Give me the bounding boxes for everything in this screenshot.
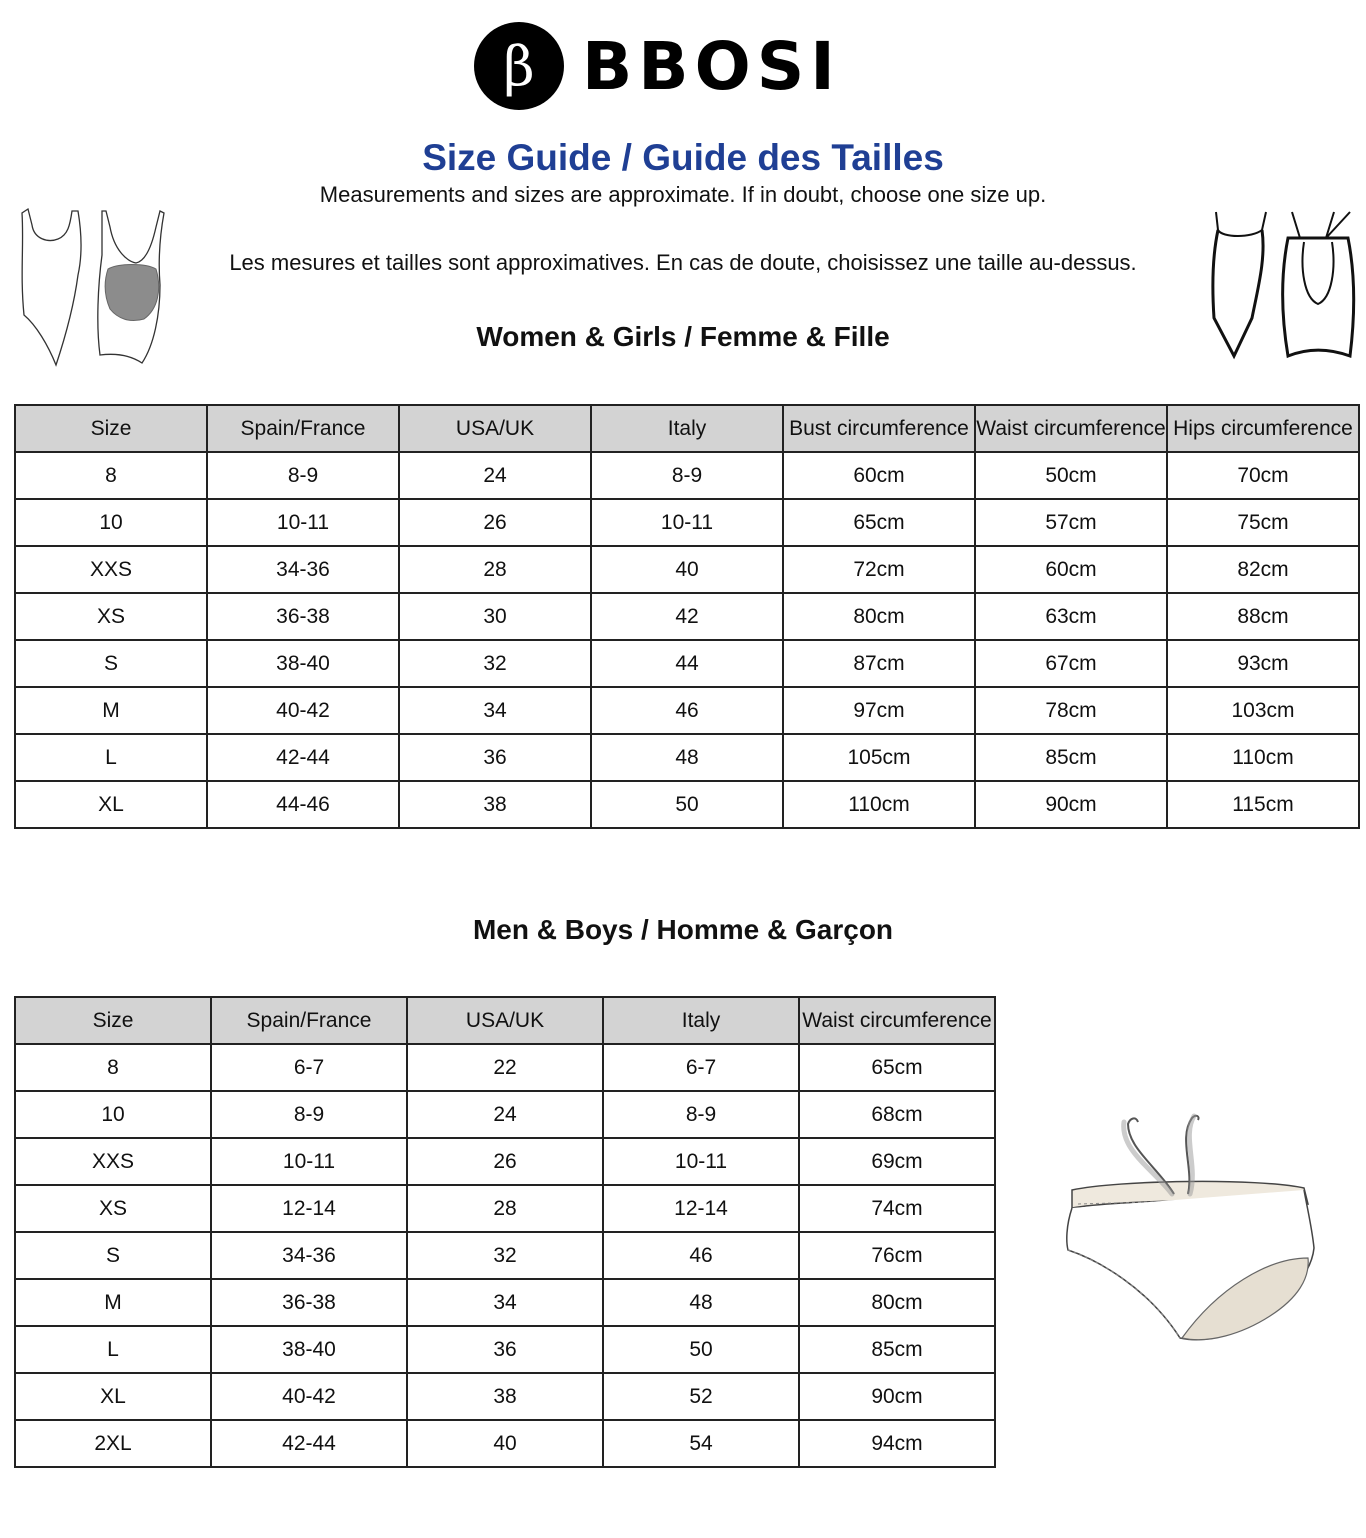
table-cell: 48 <box>591 734 783 781</box>
table-cell: 40 <box>591 546 783 593</box>
women-table-body <box>15 452 1359 828</box>
column-header: Bust circumference <box>783 405 975 452</box>
table-cell: 42 <box>591 593 783 640</box>
table-header-row <box>15 997 995 1044</box>
column-header: Italy <box>591 405 783 452</box>
table-cell: 93cm <box>1167 640 1359 687</box>
table-cell: 38 <box>407 1373 603 1420</box>
table-cell: 38-40 <box>211 1326 407 1373</box>
note-french: Les mesures et tailles sont approximatives. En cas de doute, choisissez une taille au-dessus. <box>229 250 1137 275</box>
table-row <box>15 687 1359 734</box>
table-row <box>15 1044 995 1091</box>
table-cell: 68cm <box>799 1091 995 1138</box>
column-header: Spain/France <box>207 405 399 452</box>
table-cell: 78cm <box>975 687 1167 734</box>
table-row <box>15 1138 995 1185</box>
table-cell: 82cm <box>1167 546 1359 593</box>
table-cell: 69cm <box>799 1138 995 1185</box>
table-cell: 28 <box>399 546 591 593</box>
table-cell: 67cm <box>975 640 1167 687</box>
table-cell: 8 <box>15 452 207 499</box>
table-cell: 24 <box>407 1091 603 1138</box>
table-cell: 74cm <box>799 1185 995 1232</box>
table-cell: 36 <box>407 1326 603 1373</box>
page-title: Size Guide / Guide des Tailles <box>422 137 944 178</box>
table-row <box>15 1326 995 1373</box>
table-cell: 12-14 <box>211 1185 407 1232</box>
table-cell: XS <box>15 1185 211 1232</box>
table-cell: 36 <box>399 734 591 781</box>
table-cell: 76cm <box>799 1232 995 1279</box>
table-cell: XL <box>15 781 207 828</box>
table-cell: 10 <box>15 1091 211 1138</box>
table-cell: L <box>15 734 207 781</box>
table-cell: M <box>15 1279 211 1326</box>
table-cell: 34 <box>399 687 591 734</box>
brand-name: BBOSI <box>582 28 841 105</box>
table-cell: XXS <box>15 546 207 593</box>
table-cell: 46 <box>591 687 783 734</box>
brand-symbol: β <box>474 22 564 110</box>
table-row <box>15 1420 995 1467</box>
table-cell: 85cm <box>975 734 1167 781</box>
table-row <box>15 640 1359 687</box>
column-header: Waist circumference <box>799 997 995 1044</box>
column-header: Waist circumference <box>975 405 1167 452</box>
table-cell: 32 <box>399 640 591 687</box>
table-row <box>15 499 1359 546</box>
table-cell: 70cm <box>1167 452 1359 499</box>
table-cell: 26 <box>407 1138 603 1185</box>
women-size-table <box>14 404 1360 829</box>
table-cell: 10-11 <box>211 1138 407 1185</box>
table-cell: 28 <box>407 1185 603 1232</box>
table-cell: 36-38 <box>207 593 399 640</box>
table-cell: 97cm <box>783 687 975 734</box>
column-header: Hips circumference <box>1167 405 1359 452</box>
column-header: USA/UK <box>399 405 591 452</box>
table-cell: 12-14 <box>603 1185 799 1232</box>
table-cell: 80cm <box>783 593 975 640</box>
table-cell: 44 <box>591 640 783 687</box>
table-cell: 57cm <box>975 499 1167 546</box>
table-cell: 60cm <box>975 546 1167 593</box>
table-cell: 8-9 <box>603 1091 799 1138</box>
table-cell: 48 <box>603 1279 799 1326</box>
table-cell: 115cm <box>1167 781 1359 828</box>
table-cell: S <box>15 640 207 687</box>
table-cell: 72cm <box>783 546 975 593</box>
table-cell: 8-9 <box>591 452 783 499</box>
table-cell: 50cm <box>975 452 1167 499</box>
table-cell: 85cm <box>799 1326 995 1373</box>
table-cell: 36-38 <box>211 1279 407 1326</box>
table-cell: 22 <box>407 1044 603 1091</box>
table-row <box>15 546 1359 593</box>
column-header: Italy <box>603 997 799 1044</box>
table-cell: XL <box>15 1373 211 1420</box>
table-row <box>15 1185 995 1232</box>
table-cell: 52 <box>603 1373 799 1420</box>
table-cell: 40 <box>407 1420 603 1467</box>
table-cell: 90cm <box>975 781 1167 828</box>
table-cell: 75cm <box>1167 499 1359 546</box>
table-cell: 8-9 <box>207 452 399 499</box>
table-cell: 8-9 <box>211 1091 407 1138</box>
table-row <box>15 1232 995 1279</box>
table-cell: 65cm <box>799 1044 995 1091</box>
table-cell: S <box>15 1232 211 1279</box>
table-row <box>15 452 1359 499</box>
table-cell: 40-42 <box>207 687 399 734</box>
column-header: USA/UK <box>407 997 603 1044</box>
swim-brief-icon <box>1058 1108 1320 1348</box>
table-row <box>15 1279 995 1326</box>
table-cell: 80cm <box>799 1279 995 1326</box>
table-cell: M <box>15 687 207 734</box>
table-cell: 88cm <box>1167 593 1359 640</box>
table-row <box>15 734 1359 781</box>
table-cell: 6-7 <box>211 1044 407 1091</box>
table-cell: 2XL <box>15 1420 211 1467</box>
table-cell: 105cm <box>783 734 975 781</box>
table-cell: XXS <box>15 1138 211 1185</box>
table-cell: 60cm <box>783 452 975 499</box>
column-header: Size <box>15 997 211 1044</box>
table-cell: 94cm <box>799 1420 995 1467</box>
table-cell: 54 <box>603 1420 799 1467</box>
column-header: Size <box>15 405 207 452</box>
table-cell: 8 <box>15 1044 211 1091</box>
table-cell: XS <box>15 593 207 640</box>
table-cell: 6-7 <box>603 1044 799 1091</box>
table-cell: 30 <box>399 593 591 640</box>
men-section-heading: Men & Boys / Homme & Garçon <box>472 914 894 945</box>
column-header: Spain/France <box>211 997 407 1044</box>
table-cell: 87cm <box>783 640 975 687</box>
table-cell: 110cm <box>783 781 975 828</box>
table-header-row <box>15 405 1359 452</box>
table-cell: 42-44 <box>207 734 399 781</box>
table-cell: 40-42 <box>211 1373 407 1420</box>
women-section-heading: Women & Girls / Femme & Fille <box>476 321 890 352</box>
table-cell: 63cm <box>975 593 1167 640</box>
men-table-body <box>15 1044 995 1467</box>
table-cell: 65cm <box>783 499 975 546</box>
men-size-table <box>14 996 996 1468</box>
table-cell: 110cm <box>1167 734 1359 781</box>
table-cell: 34-36 <box>211 1232 407 1279</box>
table-row <box>15 1373 995 1420</box>
brand-logo <box>474 22 904 112</box>
table-cell: 38-40 <box>207 640 399 687</box>
table-cell: 46 <box>603 1232 799 1279</box>
table-cell: 50 <box>591 781 783 828</box>
table-cell: 34 <box>407 1279 603 1326</box>
table-cell: 38 <box>399 781 591 828</box>
table-cell: 90cm <box>799 1373 995 1420</box>
table-cell: L <box>15 1326 211 1373</box>
table-cell: 26 <box>399 499 591 546</box>
table-cell: 34-36 <box>207 546 399 593</box>
table-row <box>15 781 1359 828</box>
table-cell: 10-11 <box>207 499 399 546</box>
table-cell: 10 <box>15 499 207 546</box>
table-row <box>15 593 1359 640</box>
table-cell: 24 <box>399 452 591 499</box>
table-cell: 10-11 <box>603 1138 799 1185</box>
table-row <box>15 1091 995 1138</box>
table-cell: 50 <box>603 1326 799 1373</box>
table-cell: 44-46 <box>207 781 399 828</box>
table-cell: 42-44 <box>211 1420 407 1467</box>
note-english: Measurements and sizes are approximate. If in doubt, choose one size up. <box>319 182 1047 207</box>
table-cell: 10-11 <box>591 499 783 546</box>
table-cell: 32 <box>407 1232 603 1279</box>
table-cell: 103cm <box>1167 687 1359 734</box>
